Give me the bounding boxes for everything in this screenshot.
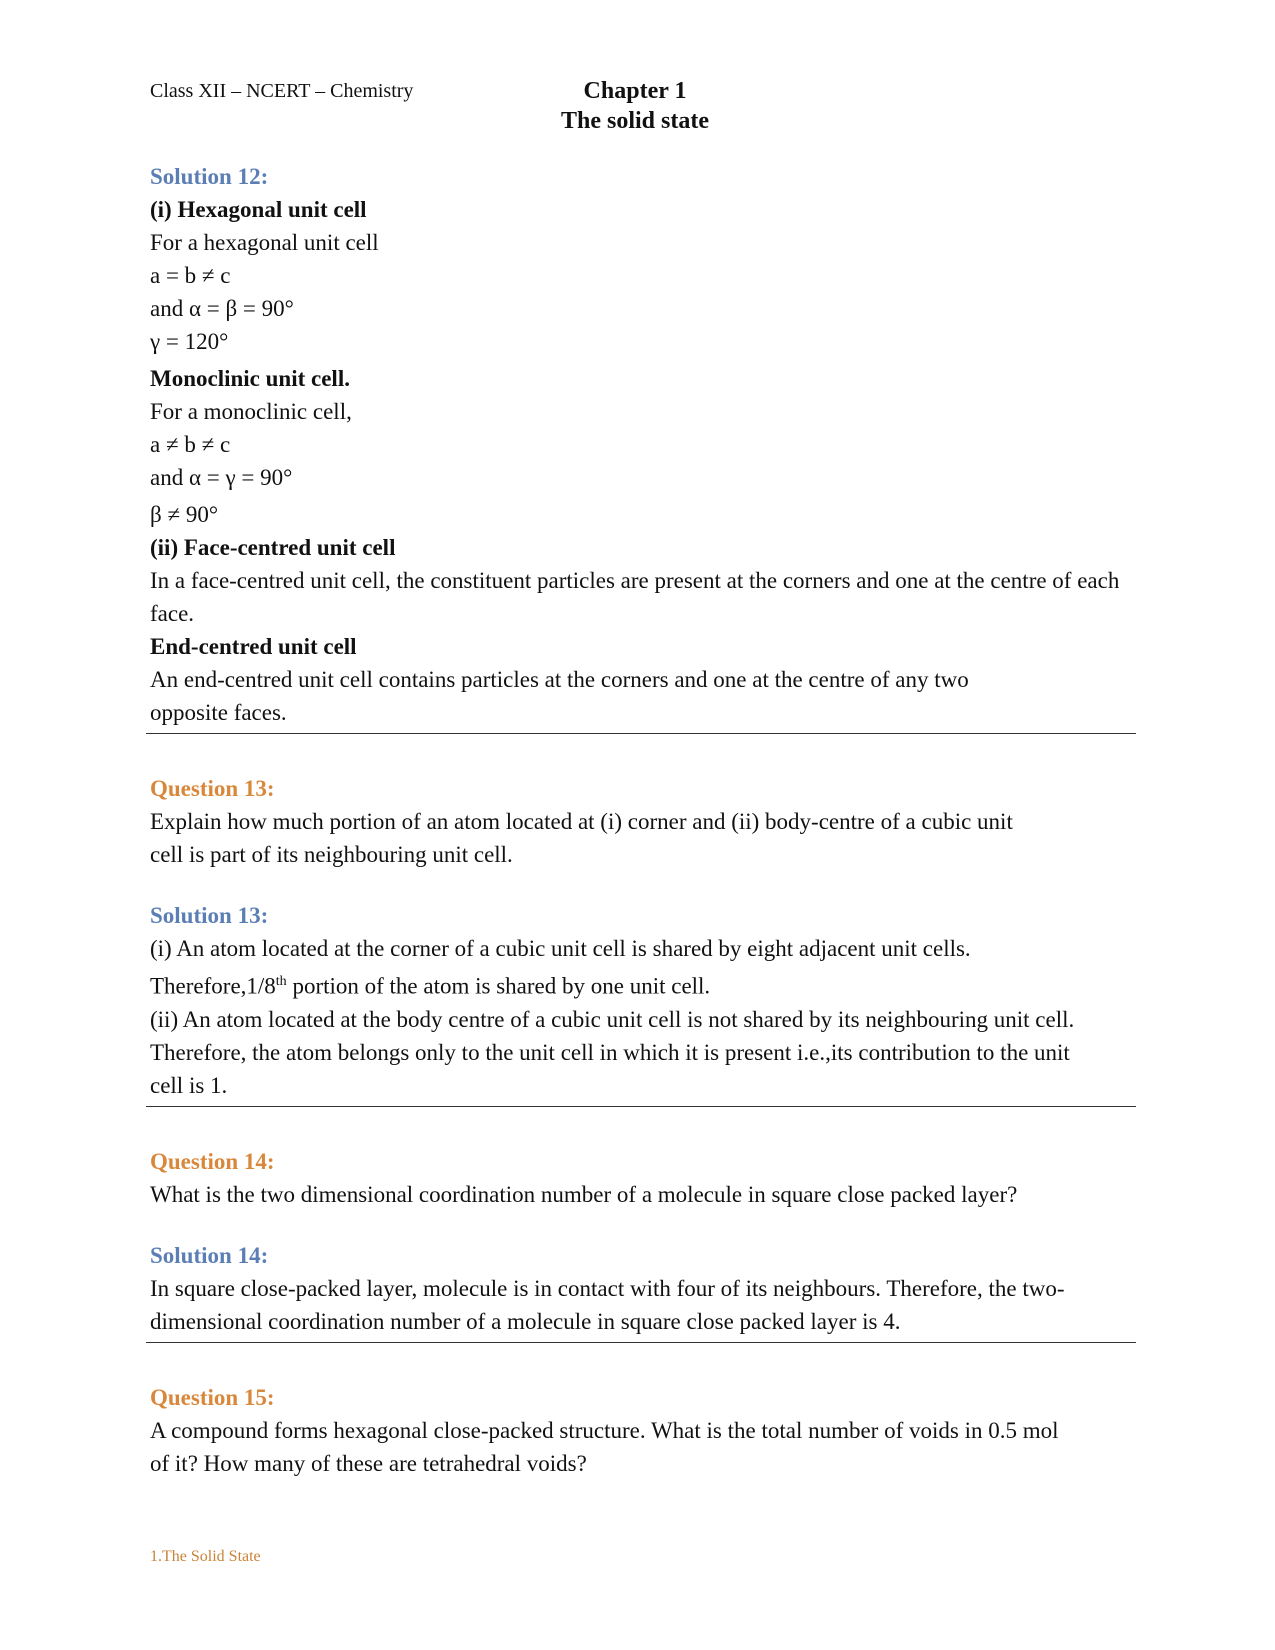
question-14 <box>150 1145 1132 1211</box>
hexagonal-eq2: and α = β = 90° <box>150 296 294 321</box>
question-15 <box>150 1381 1132 1480</box>
solution-13-part2: (ii) An atom located at the body centre of a cubic unit cell is not shared by its neighbouring unit cell. Therefore, the atom belongs only to the unit cell in which it is present i.e.,its contribution to the unit cell is 1. <box>150 1006 1075 1098</box>
solution-13-line1: (i) An atom located at the corner of a cubic unit cell is shared by eight adjacent unit cells. <box>150 936 971 961</box>
question-14-heading: Question 14: <box>150 1148 275 1174</box>
solution-13 <box>150 899 1132 1102</box>
question-13-heading: Question 13: <box>150 776 275 801</box>
monoclinic-eq3: β ≠ 90° <box>150 502 219 527</box>
question-15-text: A compound forms hexagonal close-packed structure. What is the total number of voids in 0.5 mol of it? How many of these are tetrahedral voids? <box>150 1417 1059 1476</box>
face-centred-text: In a face-centred unit cell, the constituent particles are present at the corners and one at the centre of each face. <box>150 568 1120 626</box>
end-centred-text: An end-centred unit cell contains particles at the corners and one at the centre of any two opposite faces. <box>150 667 969 725</box>
solution-12 <box>150 160 1132 729</box>
chapter-header <box>530 76 740 136</box>
solution-12-heading: Solution 12: <box>150 164 269 189</box>
question-15-heading: Question 15: <box>150 1384 275 1410</box>
solution-13-line2-start: Therefore,1/8 <box>150 973 276 999</box>
page-footer: 1.The Solid State <box>150 1548 261 1565</box>
solution-14 <box>150 1239 1132 1338</box>
chapter-title: The solid state <box>560 108 709 134</box>
hexagonal-eq1: a = b ≠ c <box>150 263 231 288</box>
page-content <box>150 160 1132 1480</box>
chapter-number: Chapter 1 <box>583 78 687 104</box>
hexagonal-title: (i) Hexagonal unit cell <box>150 197 367 222</box>
hexagonal-eq3: γ = 120° <box>150 329 229 354</box>
face-centred-title: (ii) Face-centred unit cell <box>150 535 396 560</box>
hexagonal-intro: For a hexagonal unit cell <box>150 230 379 255</box>
question-13 <box>150 772 1132 871</box>
question-13-text: Explain how much portion of an atom located at (i) corner and (ii) body-centre of a cubic unit cell is part of its neighbouring unit cell. <box>150 809 1013 867</box>
monoclinic-intro: For a monoclinic cell, <box>150 399 352 424</box>
superscript-th: th <box>275 974 287 989</box>
solution-14-heading: Solution 14: <box>150 1242 269 1268</box>
end-centred-title: End-centred unit cell <box>150 634 357 659</box>
monoclinic-eq1: a ≠ b ≠ c <box>150 432 231 457</box>
monoclinic-eq2: and α = γ = 90° <box>150 465 293 490</box>
solution-13-line2-end: portion of the atom is shared by one unit cell. <box>286 973 711 999</box>
solution-14-text: In square close-packed layer, molecule is in contact with four of its neighbours. Therefore, the two-dimensional coordination number of a molecule in square close packed layer is 4. <box>150 1275 1065 1334</box>
question-14-text: What is the two dimensional coordination number of a molecule in square close packed layer? <box>150 1181 1018 1207</box>
header-class-info: Class XII – NCERT – Chemistry <box>150 80 414 102</box>
solution-13-heading: Solution 13: <box>150 903 269 928</box>
solution-13-line2 <box>150 965 1132 1003</box>
monoclinic-title: Monoclinic unit cell. <box>150 366 350 391</box>
